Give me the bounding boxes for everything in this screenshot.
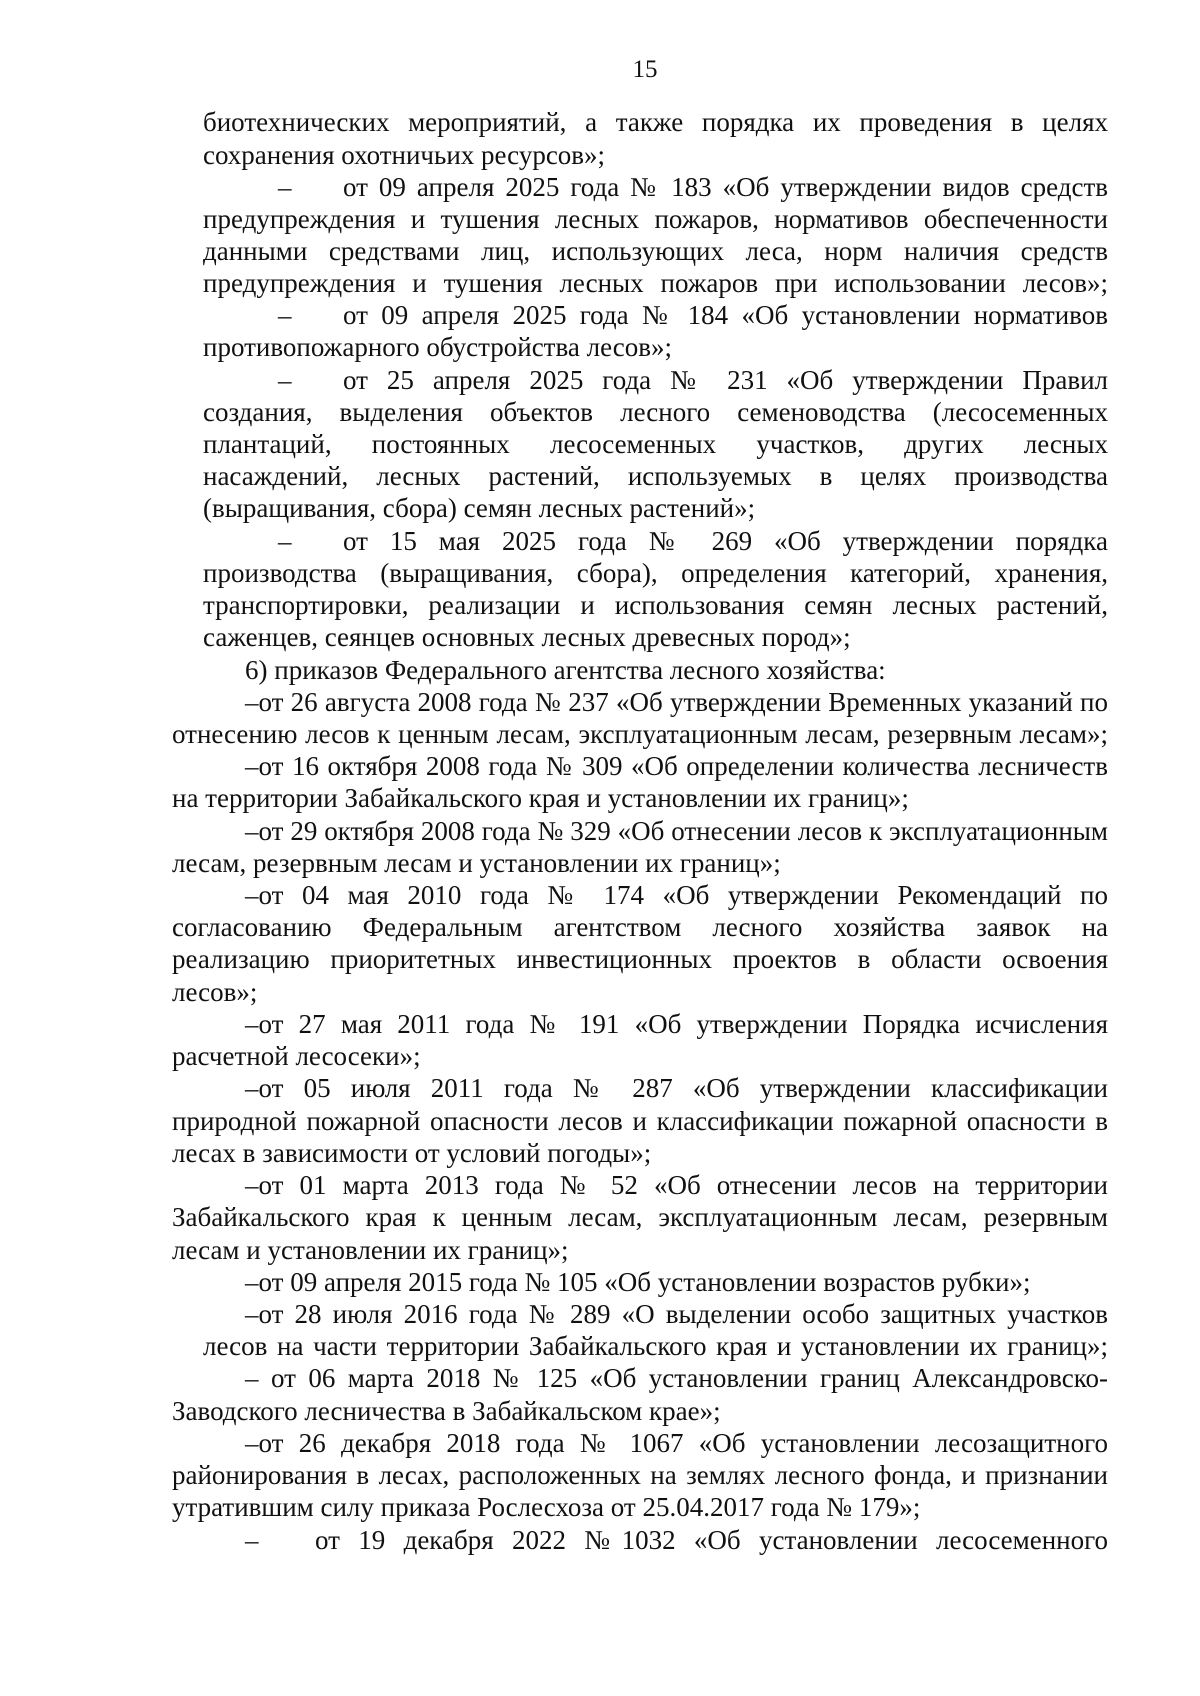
text-line: лесов на части территории Забайкальского края и установлении их границ»; [203,1331,1108,1361]
text-line: –от 09 апреля 2015 года № 105 «Об установлении возрастов рубки»; [245,1267,1031,1297]
text-line: данными средствами лиц, использующих леса, норм наличия средств [203,236,1108,266]
text-line: производства (выращивания, сбора), определения категорий, хранения, [203,558,1108,588]
text-line: саженцев, сеянцев основных лесных древесных пород»; [203,622,851,652]
list-dash: – [278,172,292,202]
text-line: на территории Забайкальского края и установлении их границ»; [172,783,909,813]
text-line: –от 27 мая 2011 года № 191 «Об утверждении Порядка исчисления [245,1009,1108,1039]
text-line: Забайкальского края к ценным лесам, эксплуатационным лесам, резервным [172,1202,1108,1232]
page-number: 15 [632,56,658,83]
text-line: согласованию Федеральным агентством лесного хозяйства заявок на [172,912,1108,942]
text-line: –от 29 октября 2008 года № 329 «Об отнесении лесов к эксплуатационным [245,816,1108,846]
list-dash: – [278,526,292,556]
text-line: –от 05 июля 2011 года № 287 «Об утверждении классификации [245,1073,1108,1103]
list-dash: – [278,300,292,330]
text-line: –от 26 августа 2008 года № 237 «Об утверждении Временных указаний по [245,687,1108,717]
text-line: лесов»; [172,977,258,1007]
text-line: сохранения охотничьих ресурсов»; [203,140,606,170]
text-line: лесам и установлении их границ»; [172,1235,569,1265]
list-dash: – [278,365,292,395]
text-line: Заводского лесничества в Забайкальском крае»; [172,1396,721,1426]
text-line: от 09 апреля 2025 года № 184 «Об установлении нормативов [343,300,1108,330]
text-line: утратившим силу приказа Рослесхоза от 25.04.2017 года № 179»; [172,1492,921,1522]
text-line: расчетной лесосеки»; [172,1041,421,1071]
text-line: от 15 мая 2025 года № 269 «Об утверждении порядка [343,526,1108,556]
text-line: транспортировки, реализации и использования семян лесных растений, [203,590,1108,620]
text-line: лесах в зависимости от условий погоды»; [172,1138,652,1168]
text-line: – от 06 марта 2018 № 125 «Об установлении границ Александровско- [245,1363,1108,1393]
text-line: плантаций, постоянных лесосеменных участков, других лесных [203,429,1108,459]
text-line: создания, выделения объектов лесного семеноводства (лесосеменных [203,397,1108,427]
text-line: от 25 апреля 2025 года № 231 «Об утверждении Правил [343,365,1108,395]
text-line: отнесению лесов к ценным лесам, эксплуатационным лесам, резервным лесам»; [172,719,1108,749]
text-line: районирования в лесах, расположенных на землях лесного фонда, и признании [172,1460,1108,1490]
text-line: природной пожарной опасности лесов и классификации пожарной опасности в [172,1106,1108,1136]
text-line: реализацию приоритетных инвестиционных проектов в области освоения [172,944,1108,974]
text-line: предупреждения и тушения лесных пожаров при использовании лесов»; [203,268,1108,298]
text-line: –от 04 мая 2010 года № 174 «Об утверждении Рекомендаций по [245,880,1108,910]
text-line: противопожарного обустройства лесов»; [203,332,672,362]
section-heading: 6) приказов Федерального агентства лесного хозяйства: [245,655,886,685]
text-line: от 19 декабря 2022 №1032 «Об установлении лесосеменного [315,1525,1108,1555]
list-dash: – [245,1525,259,1555]
text-line: (выращивания, сбора) семян лесных растений»; [203,493,756,523]
text-line: –от 16 октября 2008 года № 309 «Об определении количества лесничеств [245,751,1108,781]
text-line: биотехнических мероприятий, а также порядка их проведения в целях [203,107,1108,137]
text-line: от 09 апреля 2025 года № 183 «Об утверждении видов средств [343,172,1108,202]
text-line: –от 28 июля 2016 года № 289 «О выделении особо защитных участков [245,1299,1108,1329]
text-line: –от 26 декабря 2018 года № 1067 «Об установлении лесозащитного [245,1428,1108,1458]
text-line: насаждений, лесных растений, используемых в целях производства [203,461,1108,491]
text-line: лесам, резервным лесам и установлении их границ»; [172,848,781,878]
text-line: предупреждения и тушения лесных пожаров, нормативов обеспеченности [203,204,1108,234]
text-line: –от 01 марта 2013 года № 52 «Об отнесении лесов на территории [245,1170,1108,1200]
